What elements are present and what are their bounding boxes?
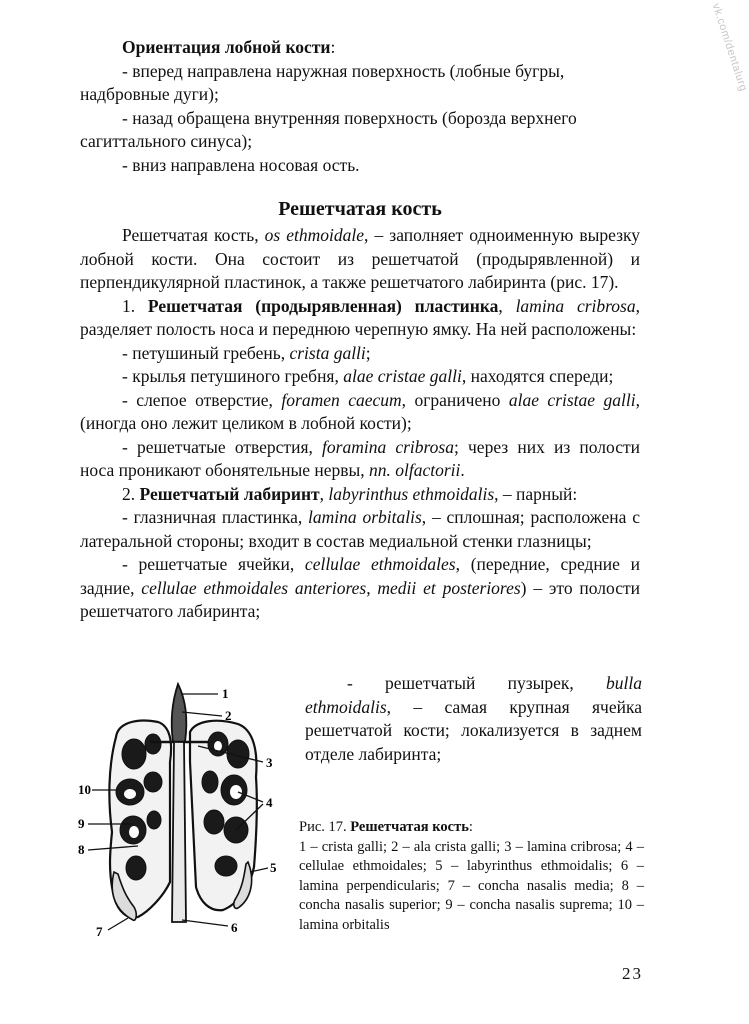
bullet-6: - решетчатые ячейки, cellulae ethmoidales, (передние, средние и задние, cellulae ethmoidales anteriores, medii et posteriores) – это полости решетчатого лабиринта; [80,554,640,621]
paragraph-1: 1. Решетчатая (продырявленная) пластинка, lamina cribrosa, разделяет полость носа и переднюю черепную ямку. На ней расположены: [80,295,640,339]
fig-label-5: 5 [270,860,277,875]
fig-label-1: 1 [222,686,229,701]
ethmoid-illustration [78,682,288,942]
fig-label-4: 4 [266,795,273,810]
figure-caption [299,818,644,935]
fig-label-8: 8 [78,842,85,857]
orientation-heading: Ориентация лобной кости: [122,37,336,57]
main-text [80,224,640,624]
bullet-1: - петушиный гребень, crista galli; [122,342,371,363]
bullet-4: - решетчатые отверстия, foramina cribrosa; через них из полости носа проникают обонятельные нервы, nn. olfactorii. [80,436,640,480]
fig-label-6: 6 [231,920,238,935]
bullet-2: - крылья петушиного гребня, alae cristae galli, находятся спереди; [122,366,614,386]
bulla-text [305,672,642,766]
watermark: vk.com/dentalurg [709,2,749,93]
orientation-block [80,36,640,177]
bullet-5: - глазничная пластинка, lamina orbitalis, – сплошная; расположена с латеральной стороны; входит в состав медиальной стенки глазницы; [80,507,640,551]
fig-label-10: 10 [78,782,91,797]
section-title: Решетчатая кость [278,198,442,220]
caption-text: Рис. 17. Решетчатая кость: 1 – crista galli; 2 – ala crista galli; 3 – lamina cribrosa; 4 – cellulae ethmoidales; 5 – labyrinthus ethmoidalis; 6 – lamina perpendicularis; 7 – concha nasalis media; 8 – concha nasalis superior; 9 – concha nasalis suprema; 10 – lamina orbitalis [299,819,644,933]
fig-label-9: 9 [78,816,85,831]
ethmoid-figure [78,682,288,942]
fig-label-7: 7 [96,924,103,939]
crista-galli [172,684,187,742]
fig-label-3: 3 [266,755,273,770]
orientation-line-1: - вперед направлена наружная поверхность (лобные бугры, надбровные дуги); [80,60,565,104]
intro-paragraph: Решетчатая кость, os ethmoidale, – заполняет одноименную вырезку лобной кости. Она состоит из решетчатой (продырявленной) и перпендикулярной пластинок, а также решетчатого лабиринта (рис. 17). [80,225,641,292]
paragraph-2: 2. Решетчатый лабиринт, labyrinthus ethmoidalis, – парный: [122,483,578,504]
orientation-line-3: - вниз направлена носовая ость. [122,154,360,175]
bullet-7: - решетчатый пузырек, bulla ethmoidalis, – самая крупная ячейка решетчатой кости; локализуется в заднем отделе лабиринта; [305,673,642,764]
fig-label-2: 2 [225,708,232,723]
orientation-line-2: - назад обращена внутренняя поверхность (борозда верхнего сагиттального синуса); [80,107,577,151]
page-number: 23 [622,964,643,983]
bullet-3: - слепое отверстие, foramen caecum, ограничено alae cristae galli, (иногда оно лежит целиком в лобной кости); [80,389,640,433]
lamina-perpendicularis [172,742,186,922]
